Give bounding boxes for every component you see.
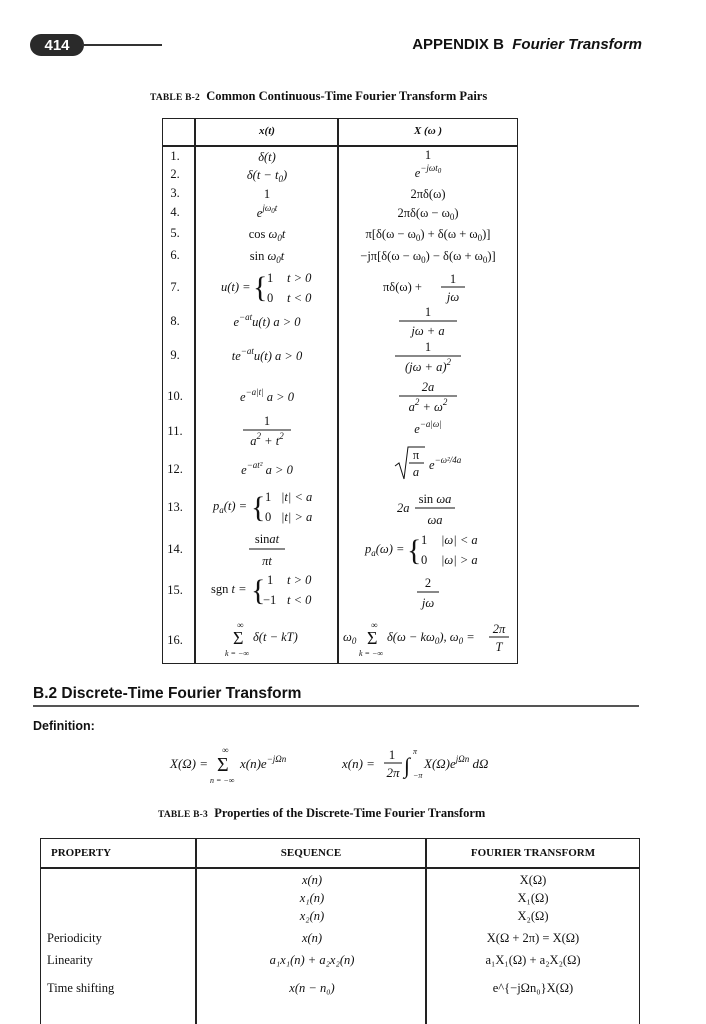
row-number: 7. <box>170 280 180 294</box>
signal-1: δ(t) <box>258 150 276 164</box>
svg-text:1: 1 <box>421 533 428 547</box>
svg-text:0: 0 <box>265 510 272 524</box>
svg-text:1: 1 <box>388 747 396 762</box>
table-b2 <box>162 118 518 664</box>
transform-15 <box>417 576 439 610</box>
svg-text:1: 1 <box>424 340 432 354</box>
svg-text:x(n)e−jΩn: $x(n)e^{-j\Omega n}$ <box>240 754 287 771</box>
svg-text:sin ωa: sin ωa <box>418 492 452 506</box>
row-number: 15. <box>167 583 183 597</box>
row-number: 8. <box>170 314 180 328</box>
signal-3: 1 <box>263 187 271 201</box>
signal-4: $e^{j\omega}0t$ <box>256 203 278 220</box>
row-number: 1. <box>170 149 180 163</box>
svg-text:ωa: ωa <box>427 513 443 527</box>
row-number: 6. <box>170 248 180 262</box>
property-cell: Linearity <box>47 953 93 967</box>
dtft-forward-formula <box>169 745 287 785</box>
table-b3-title: Properties of the Discrete-Time Fourier Transform <box>214 806 486 820</box>
svg-text:1: 1 <box>265 490 272 504</box>
property-cell: Time shifting <box>47 981 115 995</box>
table-b2-label: TABLE B-2 <box>150 93 200 103</box>
svg-text:jω: jω <box>446 290 460 304</box>
svg-text:Σ: Σ <box>217 754 229 776</box>
transform-12 <box>395 447 462 479</box>
svg-text:0: 0 <box>267 291 274 305</box>
svg-text:2π: 2π <box>386 765 400 780</box>
svg-text:ω0: $\omega_0$ <box>343 630 357 646</box>
transform-3: 2πδ(ω) <box>410 187 446 201</box>
transform-13 <box>397 492 455 527</box>
transform-9 <box>395 340 461 374</box>
svg-text:n = −∞: n = −∞ <box>210 776 235 785</box>
transform-14 <box>364 533 478 567</box>
svg-text:−1: −1 <box>263 593 277 607</box>
row-number: 13. <box>167 500 183 514</box>
col-header-transform: X (ω ) <box>413 125 443 137</box>
row-number: 9. <box>170 348 180 362</box>
svg-text:π: π <box>412 448 420 462</box>
property-cell: Periodicity <box>47 931 102 945</box>
svg-text:δ(t − kT): δ(t − kT) <box>253 630 298 644</box>
transform-11: $e^{-a|\omega|}$ <box>414 419 442 436</box>
sequence-cell: a₁x₁(n) + a₂x₂(n) <box>269 953 355 967</box>
transform-cell: X(Ω) <box>519 873 547 887</box>
transform-7 <box>383 272 465 304</box>
svg-text:sinat: sinat <box>254 532 280 546</box>
table-b3-caption <box>158 806 485 821</box>
svg-text:t < 0: t < 0 <box>287 291 312 305</box>
svg-text:Σ: Σ <box>367 628 378 648</box>
row-number: 16. <box>167 633 183 647</box>
svg-text:a: a <box>412 465 420 479</box>
svg-text:{: { <box>251 491 266 524</box>
svg-text:2π: 2π <box>492 622 506 636</box>
transform-5: $\pi[\delta(\omega - \omega_0) + \delta(\omega + \omega_0)]$ <box>365 227 491 243</box>
signal-5: $\cos \omega_0t$ <box>248 227 286 243</box>
svg-text:∞: ∞ <box>222 745 229 755</box>
signal-9: $te^{-at}u(t) a > 0$ <box>231 346 303 363</box>
row-number: 2. <box>170 167 180 181</box>
svg-text:pa(t) =: $p_a(t)$ = <box>213 499 248 515</box>
sequence-cell: x(n) <box>301 931 323 945</box>
svg-text:∞: ∞ <box>237 620 244 630</box>
svg-text:k = −∞: k = −∞ <box>359 649 384 658</box>
transform-8 <box>399 305 457 338</box>
signal-12: $e^{-at^2}$ a > 0 <box>241 460 293 477</box>
svg-text:|t| > a: |t| > a <box>281 510 313 524</box>
signal-16 <box>225 620 298 658</box>
svg-text:x(n) =: x(n) = <box>342 756 375 771</box>
section-rule <box>33 705 639 707</box>
svg-text:|ω| < a: |ω| < a <box>441 533 478 547</box>
table-b2-formulas <box>163 119 519 665</box>
svg-text:1: 1 <box>267 271 274 285</box>
signal-11 <box>243 414 291 448</box>
dtft-inverse-formula <box>341 747 488 780</box>
table-b3 <box>40 838 640 1024</box>
signal-7 <box>221 271 312 305</box>
col-header-property: PROPERTY <box>51 847 112 859</box>
svg-text:a2 + ω2: $a^2 + \omega^2$ <box>408 397 448 414</box>
svg-text:πδ(ω) +: πδ(ω) + <box>383 280 422 294</box>
svg-text:|ω| > a: |ω| > a <box>441 553 478 567</box>
transform-2: $e^{-j\omega t}0$ <box>414 163 442 180</box>
signal-8: $e^{-at}u(t) a > 0$ <box>233 312 301 329</box>
running-head-prefix: APPENDIX B <box>412 36 504 53</box>
transform-cell: a₁X₁(Ω) + a₂X₂(Ω) <box>485 953 581 967</box>
svg-text:t > 0: t > 0 <box>287 271 312 285</box>
svg-text:T: T <box>495 640 503 654</box>
signal-14 <box>249 532 285 568</box>
table-b2-title: Common Continuous-Time Fourier Transform Pairs <box>206 89 488 103</box>
row-number: 5. <box>170 226 180 240</box>
running-head-title: Fourier Transform <box>512 36 642 53</box>
svg-text:1: 1 <box>449 272 457 286</box>
transform-cell: X₁(Ω) <box>517 891 549 905</box>
svg-text:δ(ω − kω0), ω0 =: $\delta(\omega - k\omega_0)$, $\omega_0$ = <box>387 630 475 646</box>
svg-text:t > 0: t > 0 <box>287 573 312 587</box>
sequence-cell: x(n) <box>301 873 323 887</box>
svg-text:πt: πt <box>262 554 272 568</box>
sequence-cell: x(n − n₀) <box>289 981 335 995</box>
svg-text:0: 0 <box>421 553 428 567</box>
transform-1: 1 <box>424 148 432 162</box>
svg-text:(jω + a)2: $(j\omega + a)^2$ <box>404 357 452 374</box>
svg-text:2a: 2a <box>397 501 410 515</box>
svg-text:Σ: Σ <box>233 628 244 648</box>
signal-6: $\sin \omega_0t$ <box>249 249 285 265</box>
transform-16 <box>343 620 509 658</box>
page-number-badge: 414 <box>30 34 84 56</box>
svg-text:∞: ∞ <box>371 620 378 630</box>
svg-text:sgn t =: sgn t = <box>211 582 247 596</box>
svg-text:2a: 2a <box>421 380 435 394</box>
transform-cell: X(Ω + 2π) = X(Ω) <box>486 931 580 945</box>
row-number: 10. <box>167 389 183 403</box>
svg-text:π: π <box>413 747 418 756</box>
svg-text:pa(ω) =: $p_a(\omega)$ = <box>365 542 405 558</box>
svg-text:k = −∞: k = −∞ <box>225 649 250 658</box>
signal-10: $e^{-a|t|}$ a > 0 <box>240 387 294 404</box>
svg-text:X(Ω)ejΩn dΩ: $X(\Omega)e^{j\Omega n}$ dΩ <box>424 754 489 771</box>
svg-text:1: 1 <box>267 573 274 587</box>
section-heading: B.2 Discrete-Time Fourier Transform <box>33 685 302 702</box>
transform-6: $-j\pi[\delta(\omega - \omega_0) - \delta(\omega + \omega_0)]$ <box>360 249 496 265</box>
signal-2: $\delta(t - t_0)$ <box>246 168 288 184</box>
svg-text:{: { <box>407 534 422 567</box>
dtft-definition-formulas <box>170 740 510 784</box>
svg-text:{: { <box>251 574 266 607</box>
row-number: 3. <box>170 186 180 200</box>
svg-text:|t| < a: |t| < a <box>281 490 313 504</box>
running-head <box>390 36 642 53</box>
sequence-cell: x₁(n) <box>299 891 325 905</box>
col-header-signal: x(t) <box>259 125 275 137</box>
sequence-cell: x₂(n) <box>299 909 325 923</box>
transform-cell: X₂(Ω) <box>517 909 549 923</box>
svg-text:t < 0: t < 0 <box>287 593 312 607</box>
svg-text:a2 + t2: $a^2 + t^2$ <box>250 431 284 448</box>
row-number: 4. <box>170 205 180 219</box>
signal-15 <box>211 573 312 607</box>
transform-10 <box>399 380 457 414</box>
svg-text:jω + a: jω + a <box>411 324 445 338</box>
row-number: 14. <box>167 542 183 556</box>
svg-text:2: 2 <box>424 576 432 590</box>
row-number: 12. <box>167 462 183 476</box>
signal-13 <box>212 490 312 524</box>
svg-text:jω: jω <box>421 596 435 610</box>
svg-text:∫: ∫ <box>404 753 411 778</box>
definition-label: Definition: <box>33 719 95 733</box>
svg-text:X(Ω) =: X(Ω) = <box>170 756 209 771</box>
table-b2-caption <box>150 89 487 104</box>
svg-text:1: 1 <box>424 305 432 319</box>
svg-text:e−ω²/4a: $e^{-\omega^2/4a}$ <box>429 455 462 472</box>
col-header-transform: FOURIER TRANSFORM <box>470 847 596 859</box>
table-b3-label: TABLE B-3 <box>158 810 208 820</box>
transform-cell: e^{−jΩn₀}X(Ω) <box>492 981 574 995</box>
svg-text:−π: −π <box>413 771 423 780</box>
transform-4: $2\pi\delta(\omega - \omega_0)$ <box>397 206 459 222</box>
header-rule <box>82 44 162 46</box>
col-header-sequence: SEQUENCE <box>280 847 342 859</box>
svg-text:1: 1 <box>263 414 271 428</box>
row-number: 11. <box>167 424 183 438</box>
svg-text:{: { <box>253 271 268 304</box>
svg-text:u(t) =: u(t) = <box>221 280 251 294</box>
